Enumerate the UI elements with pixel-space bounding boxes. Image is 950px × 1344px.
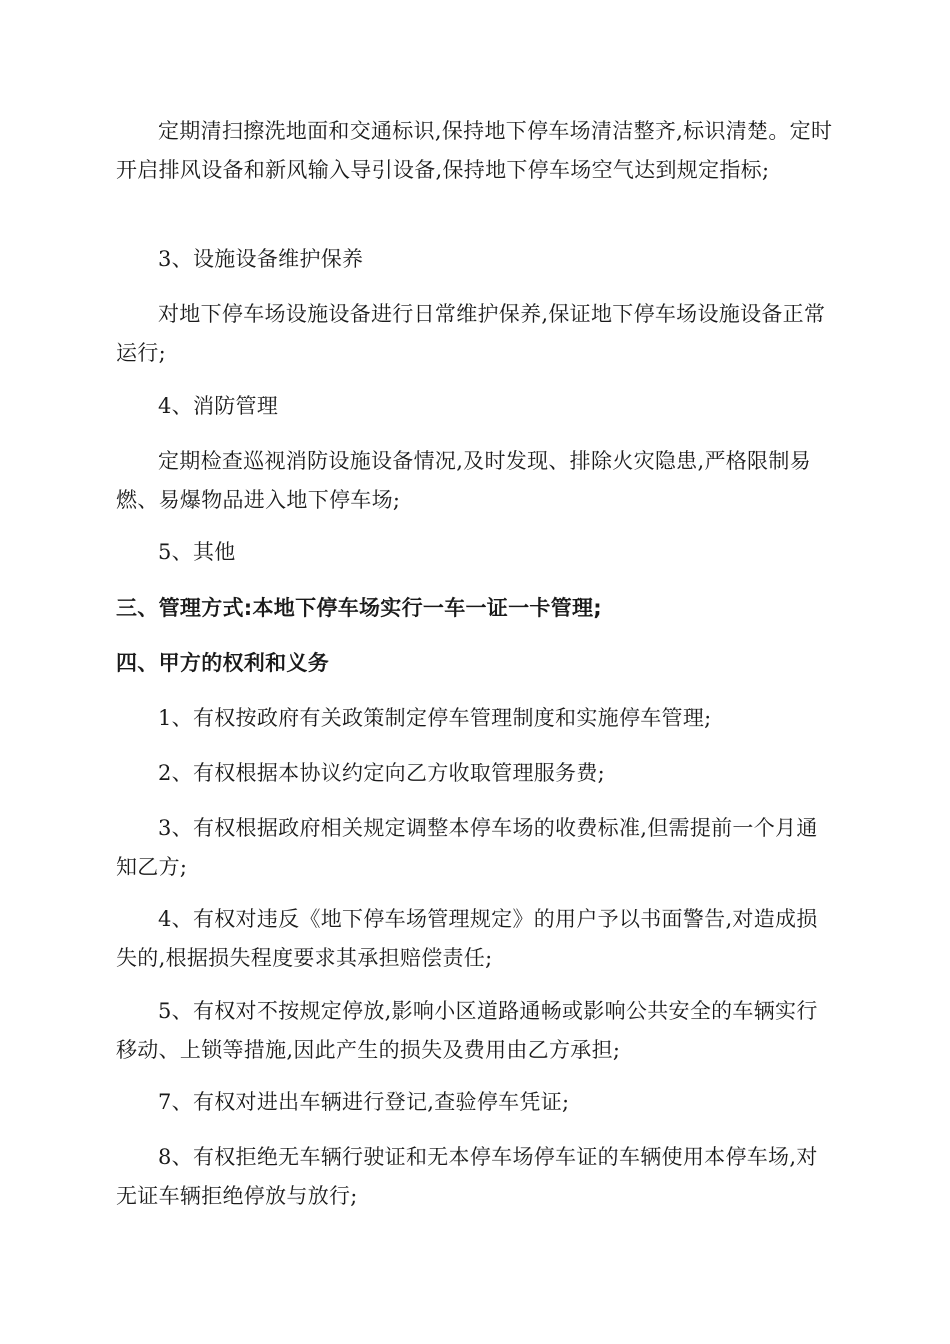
section-4-heading: 四、甲方的权利和义务 (116, 651, 329, 675)
paragraph-maintenance-title: 3、设施设备维护保养 (158, 247, 364, 271)
section-3-heading: 三、管理方式:本地下停车场实行一车一证一卡管理; (116, 596, 602, 620)
list-item: 3、有权根据政府相关规定调整本停车场的收费标准,但需提前一个月通知乙方; (116, 816, 818, 879)
list-item: 1、有权按政府有关政策制定停车管理制度和实施停车管理; (158, 706, 712, 730)
paragraph-maintenance: 对地下停车场设施设备进行日常维护保养,保证地下停车场设施设备正常运行; (116, 302, 826, 365)
list-item: 7、有权对进出车辆进行登记,查验停车凭证; (158, 1090, 570, 1114)
list-item: 2、有权根据本协议约定向乙方收取管理服务费; (158, 761, 606, 785)
list-item: 5、有权对不按规定停放,影响小区道路通畅或影响公共安全的车辆实行移动、上锁等措施,因此产生的损失及费用由乙方承担; (116, 999, 818, 1062)
paragraph-cleaning: 定期清扫擦洗地面和交通标识,保持地下停车场清洁整齐,标识清楚。定时开启排风设备和新风输入导引设备,保持地下停车场空气达到规定指标; (116, 119, 833, 182)
list-item: 4、有权对违反《地下停车场管理规定》的用户予以书面警告,对造成损失的,根据损失程度要求其承担赔偿责任; (116, 907, 818, 970)
paragraph-other-title: 5、其他 (158, 540, 236, 564)
list-item: 8、有权拒绝无车辆行驶证和无本停车场停车证的车辆使用本停车场,对无证车辆拒绝停放与放行; (116, 1145, 818, 1208)
paragraph-fire: 定期检查巡视消防设施设备情况,及时发现、排除火灾隐患,严格限制易燃、易爆物品进入地下停车场; (116, 449, 811, 512)
paragraph-fire-title: 4、消防管理 (158, 394, 279, 418)
